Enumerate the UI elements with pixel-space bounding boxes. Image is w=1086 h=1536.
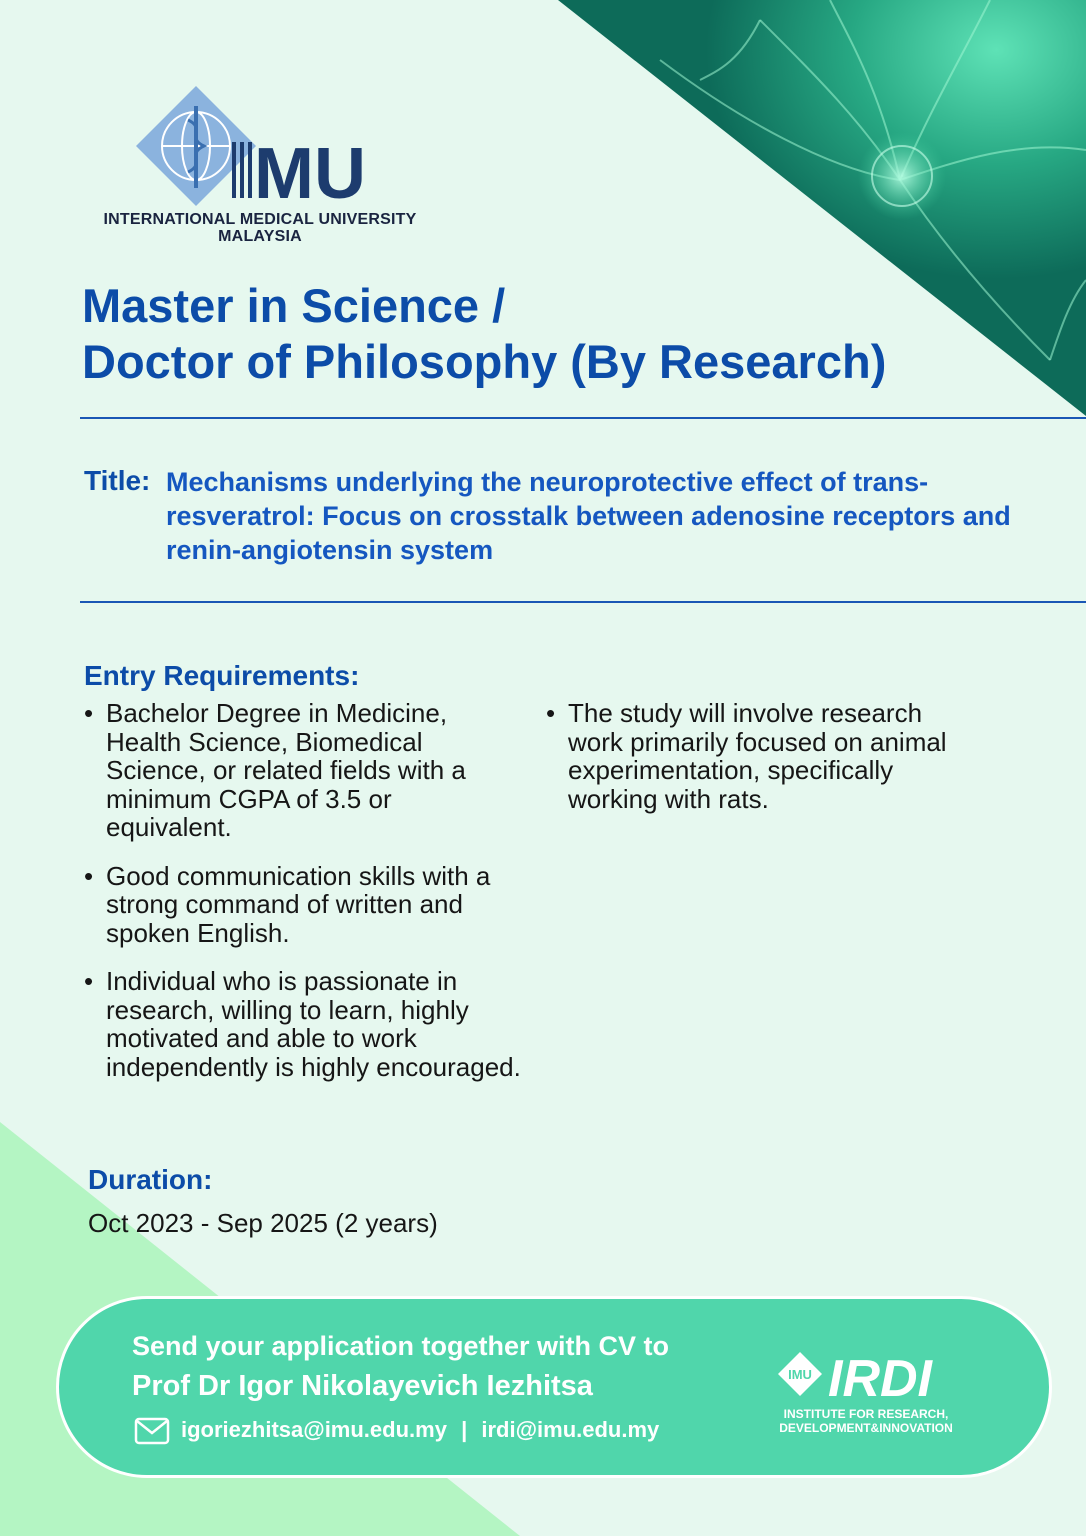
irdi-logo bbox=[770, 1344, 970, 1438]
bullet-icon: • bbox=[84, 860, 94, 891]
divider-bottom bbox=[80, 601, 1086, 603]
program-heading bbox=[82, 278, 982, 390]
program-heading-line1: Master in Science / bbox=[82, 279, 506, 332]
contact-emails bbox=[181, 1417, 659, 1443]
bullet-icon: • bbox=[84, 966, 94, 996]
imu-logo bbox=[136, 84, 386, 212]
requirements-list-right bbox=[546, 699, 966, 833]
requirements-list-left bbox=[84, 699, 524, 1101]
list-item bbox=[84, 967, 524, 1081]
list-item bbox=[84, 699, 524, 842]
email-separator: | bbox=[461, 1417, 468, 1442]
irdi-subtitle-line1: INSTITUTE FOR RESEARCH, bbox=[783, 1407, 949, 1421]
title-label: Title: bbox=[84, 465, 151, 496]
contact-name: Prof Dr Igor Nikolayevich Iezhitsa bbox=[132, 1370, 593, 1402]
imu-logo-text: MU bbox=[254, 134, 366, 212]
irdi-subtitle-line2: DEVELOPMENT&INNOVATION bbox=[779, 1421, 953, 1435]
bullet-icon: • bbox=[84, 698, 94, 728]
project-title: Mechanisms underlying the neuroprotective effect of trans-resveratrol: Focus on crosstalk between adenosine receptors and renin-angiotensin system bbox=[166, 467, 1011, 565]
irdi-name-text: IRDI bbox=[828, 1350, 932, 1408]
requirement-text: Good communication skills with a strong command of written and spoken English. bbox=[106, 860, 491, 948]
university-name-line2: MALAYSIA bbox=[218, 228, 302, 245]
duration-heading: Duration: bbox=[88, 1164, 213, 1195]
university-name bbox=[100, 211, 420, 245]
duration-value: Oct 2023 - Sep 2025 (2 years) bbox=[88, 1208, 438, 1238]
email-link-primary[interactable]: igoriezhitsa@imu.edu.my bbox=[181, 1417, 447, 1442]
entry-requirements-heading: Entry Requirements: bbox=[84, 660, 360, 691]
irdi-badge-text: IMU bbox=[788, 1367, 812, 1382]
list-item bbox=[84, 862, 524, 948]
program-heading-line2: Doctor of Philosophy (By Research) bbox=[82, 335, 887, 388]
send-application-text: Send your application together with CV to bbox=[132, 1331, 670, 1361]
envelope-icon bbox=[134, 1417, 170, 1445]
requirement-text: Bachelor Degree in Medicine, Health Science, Biomedical Science, or related fields with a minimum CGPA of 3.5 or equivalent. bbox=[106, 698, 466, 842]
list-item bbox=[546, 699, 966, 813]
bullet-icon: • bbox=[546, 698, 556, 728]
university-name-line1: INTERNATIONAL MEDICAL UNIVERSITY bbox=[103, 211, 417, 228]
email-link-irdi[interactable]: irdi@imu.edu.my bbox=[481, 1417, 660, 1442]
divider-top bbox=[80, 417, 1086, 419]
requirement-text: Individual who is passionate in research, willing to learn, highly motivated and able to work independently is highly encouraged. bbox=[106, 966, 521, 1082]
requirement-text: The study will involve research work primarily focused on animal experimentation, specifically working with rats. bbox=[568, 698, 947, 814]
